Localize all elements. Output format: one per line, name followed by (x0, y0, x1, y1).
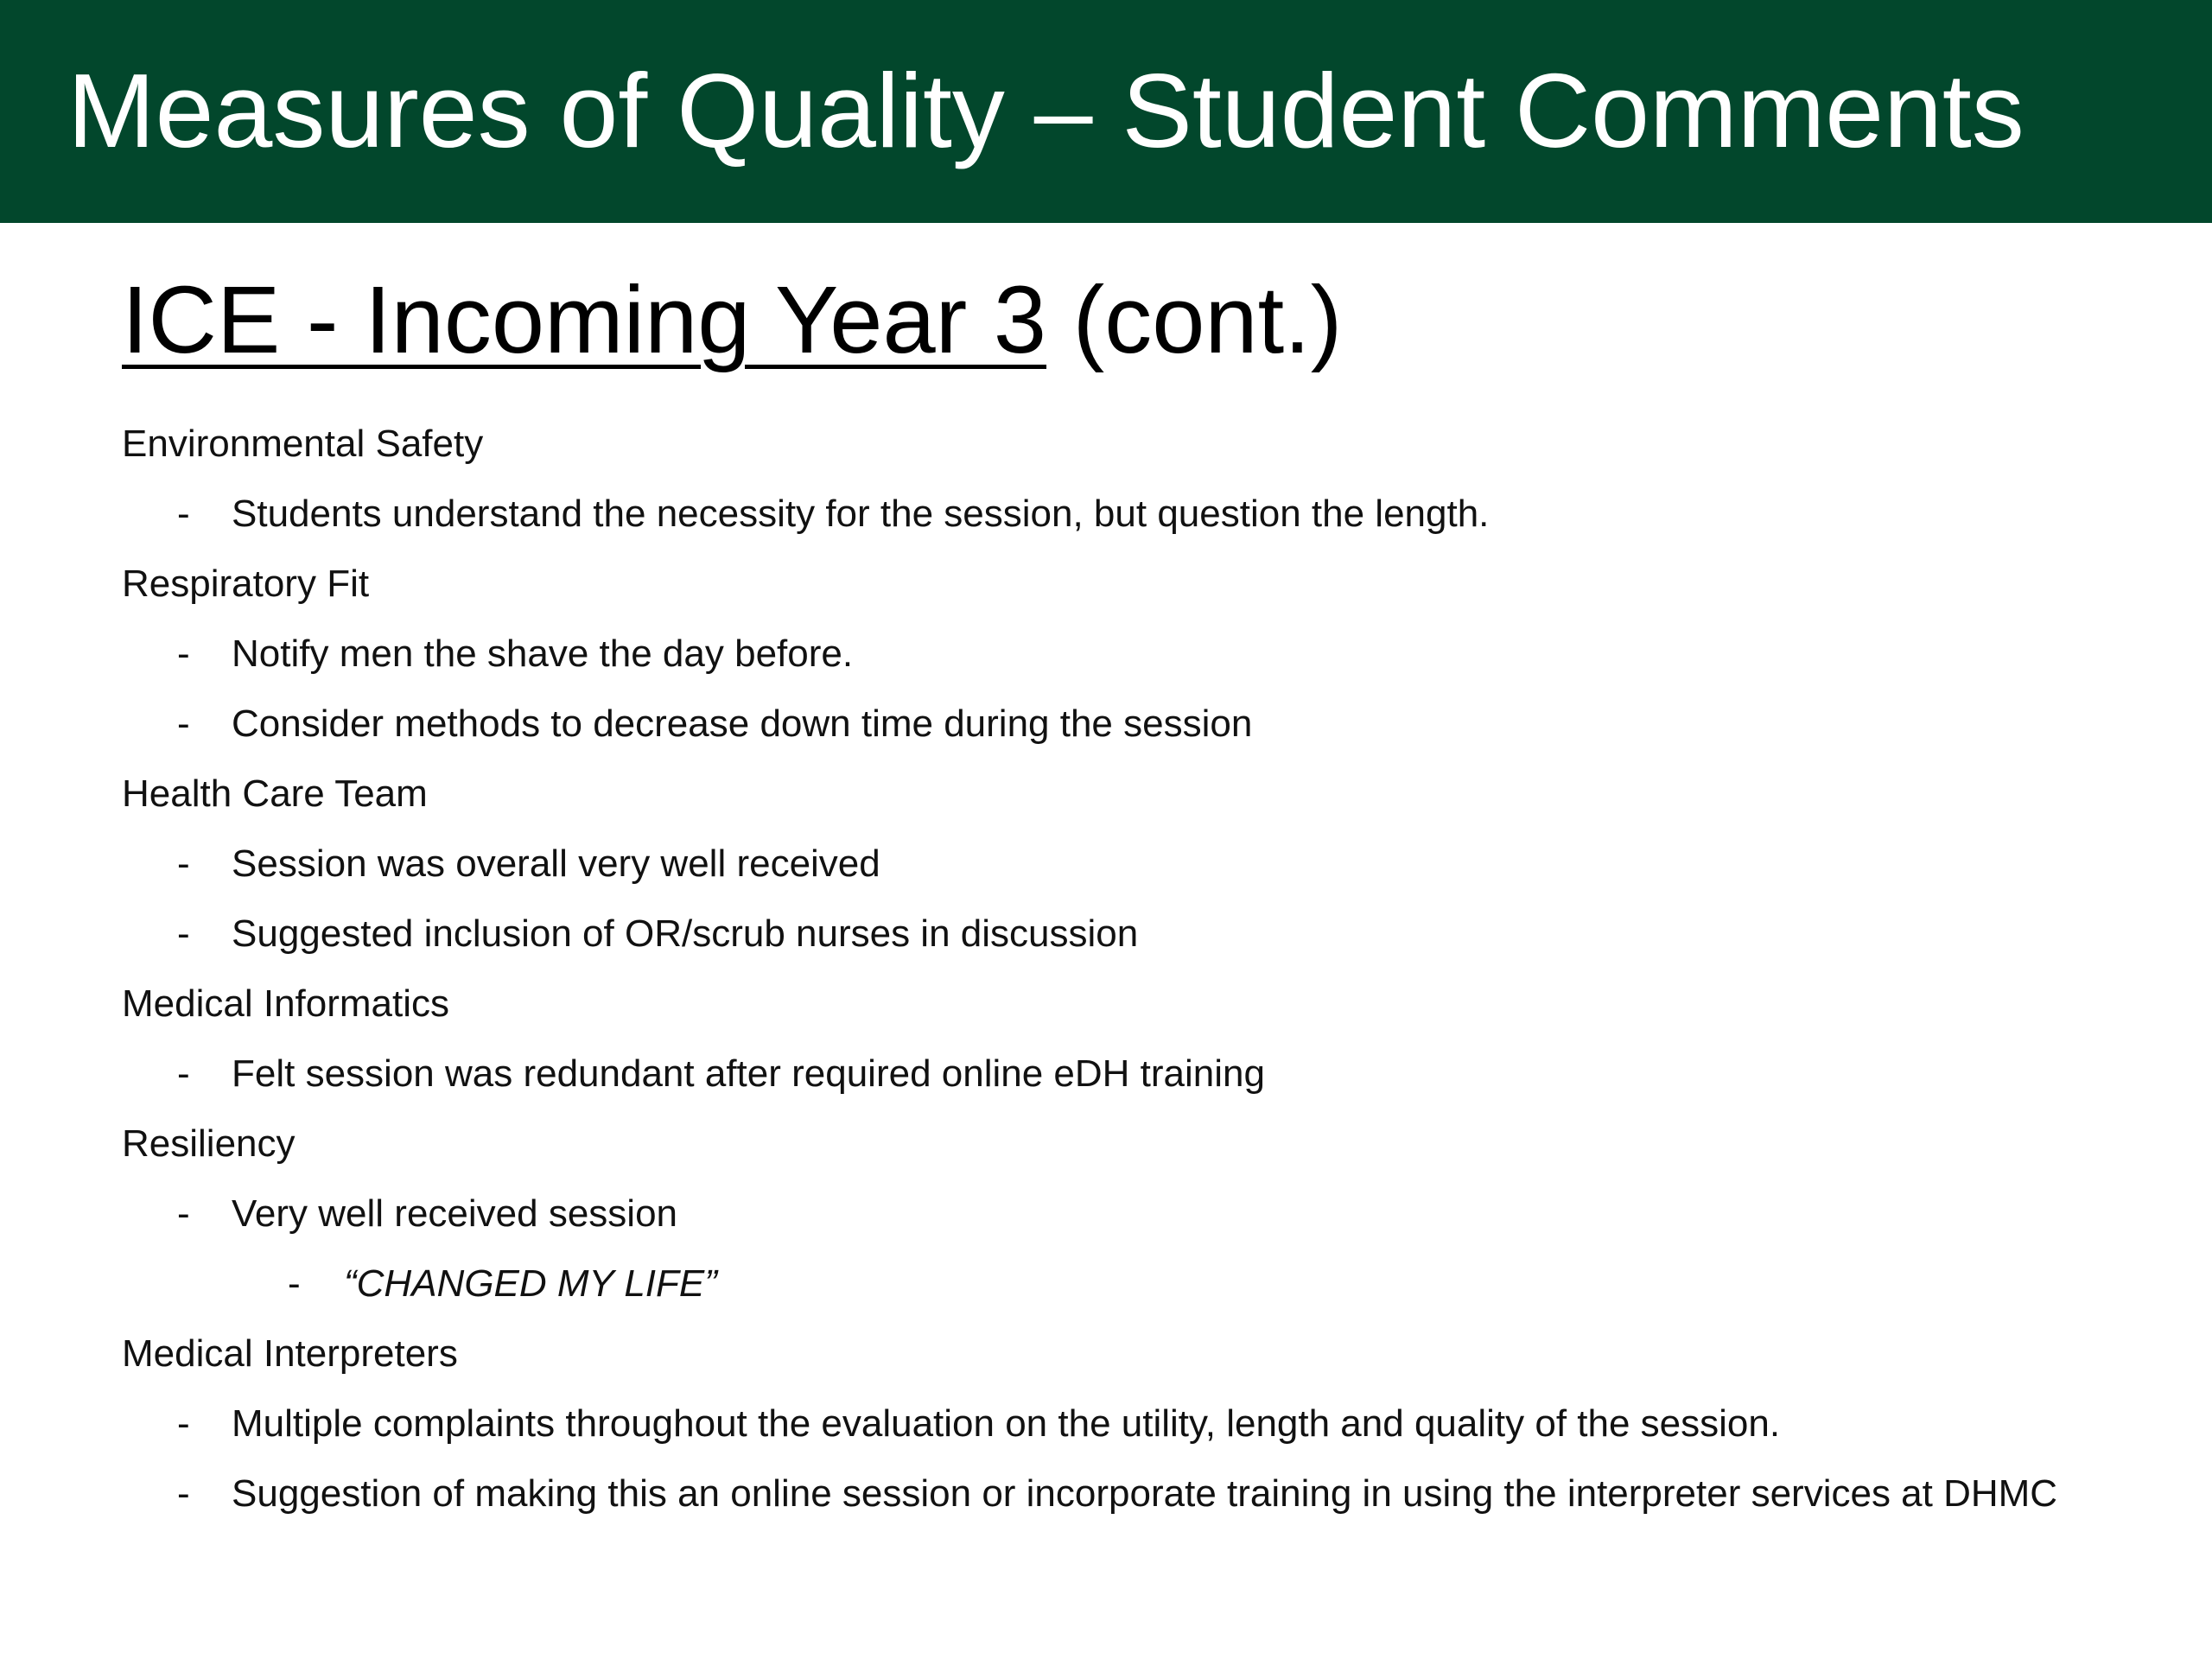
bullet-dash: - (177, 493, 190, 535)
list-item (122, 1459, 2109, 1529)
section-heading: Respiratory Fit (122, 563, 370, 605)
bullet-dash: - (177, 1192, 190, 1235)
list-item-text: Consider methods to decrease down time during the session (232, 702, 1253, 745)
list-item (122, 829, 2109, 899)
section-heading: Environmental Safety (122, 423, 484, 465)
bullet-dash: - (288, 1262, 301, 1305)
bullet-dash: - (177, 1402, 190, 1445)
section-heading: Health Care Team (122, 772, 428, 815)
list-item (122, 1179, 2109, 1249)
bullet-dash: - (177, 842, 190, 885)
bullet-dash: - (177, 632, 190, 675)
list-item-text: Notify men the shave the day before. (232, 632, 854, 675)
subtitle (122, 266, 1342, 376)
list-subitem (122, 1249, 2109, 1319)
list-item (122, 1389, 2109, 1459)
list-item (122, 1039, 2109, 1109)
slide-title: Measures of Quality – Student Comments (67, 52, 2024, 169)
list-item-text: Suggestion of making this an online session or incorporate training in using the interpreter services at DHMC (232, 1472, 2058, 1515)
list-item (122, 899, 2109, 969)
title-bar (0, 0, 2212, 223)
list-item-text: Very well received session (232, 1192, 678, 1235)
list-item (122, 619, 2109, 689)
subtitle-underlined: ICE - Incoming Year 3 (122, 267, 1047, 373)
list-item-text: Students understand the necessity for the session, but question the length. (232, 493, 1490, 535)
list-item-text: Multiple complaints throughout the evaluation on the utility, length and quality of the session. (232, 1402, 1781, 1445)
subtitle-suffix: (cont.) (1046, 267, 1343, 373)
list-item-text: Session was overall very well received (232, 842, 880, 885)
section-heading: Resiliency (122, 1122, 296, 1165)
list-item (122, 479, 2109, 549)
section-heading: Medical Interpreters (122, 1332, 458, 1375)
bullet-dash: - (177, 702, 190, 745)
quote-text: “CHANGED MY LIFE” (344, 1262, 717, 1305)
comments-list (122, 409, 2109, 1529)
bullet-dash: - (177, 1052, 190, 1095)
section-heading: Medical Informatics (122, 982, 450, 1025)
bullet-dash: - (177, 1472, 190, 1515)
list-item-text: Suggested inclusion of OR/scrub nurses in discussion (232, 912, 1139, 955)
list-item-text: Felt session was redundant after required online eDH training (232, 1052, 1265, 1095)
bullet-dash: - (177, 912, 190, 955)
list-item (122, 689, 2109, 759)
